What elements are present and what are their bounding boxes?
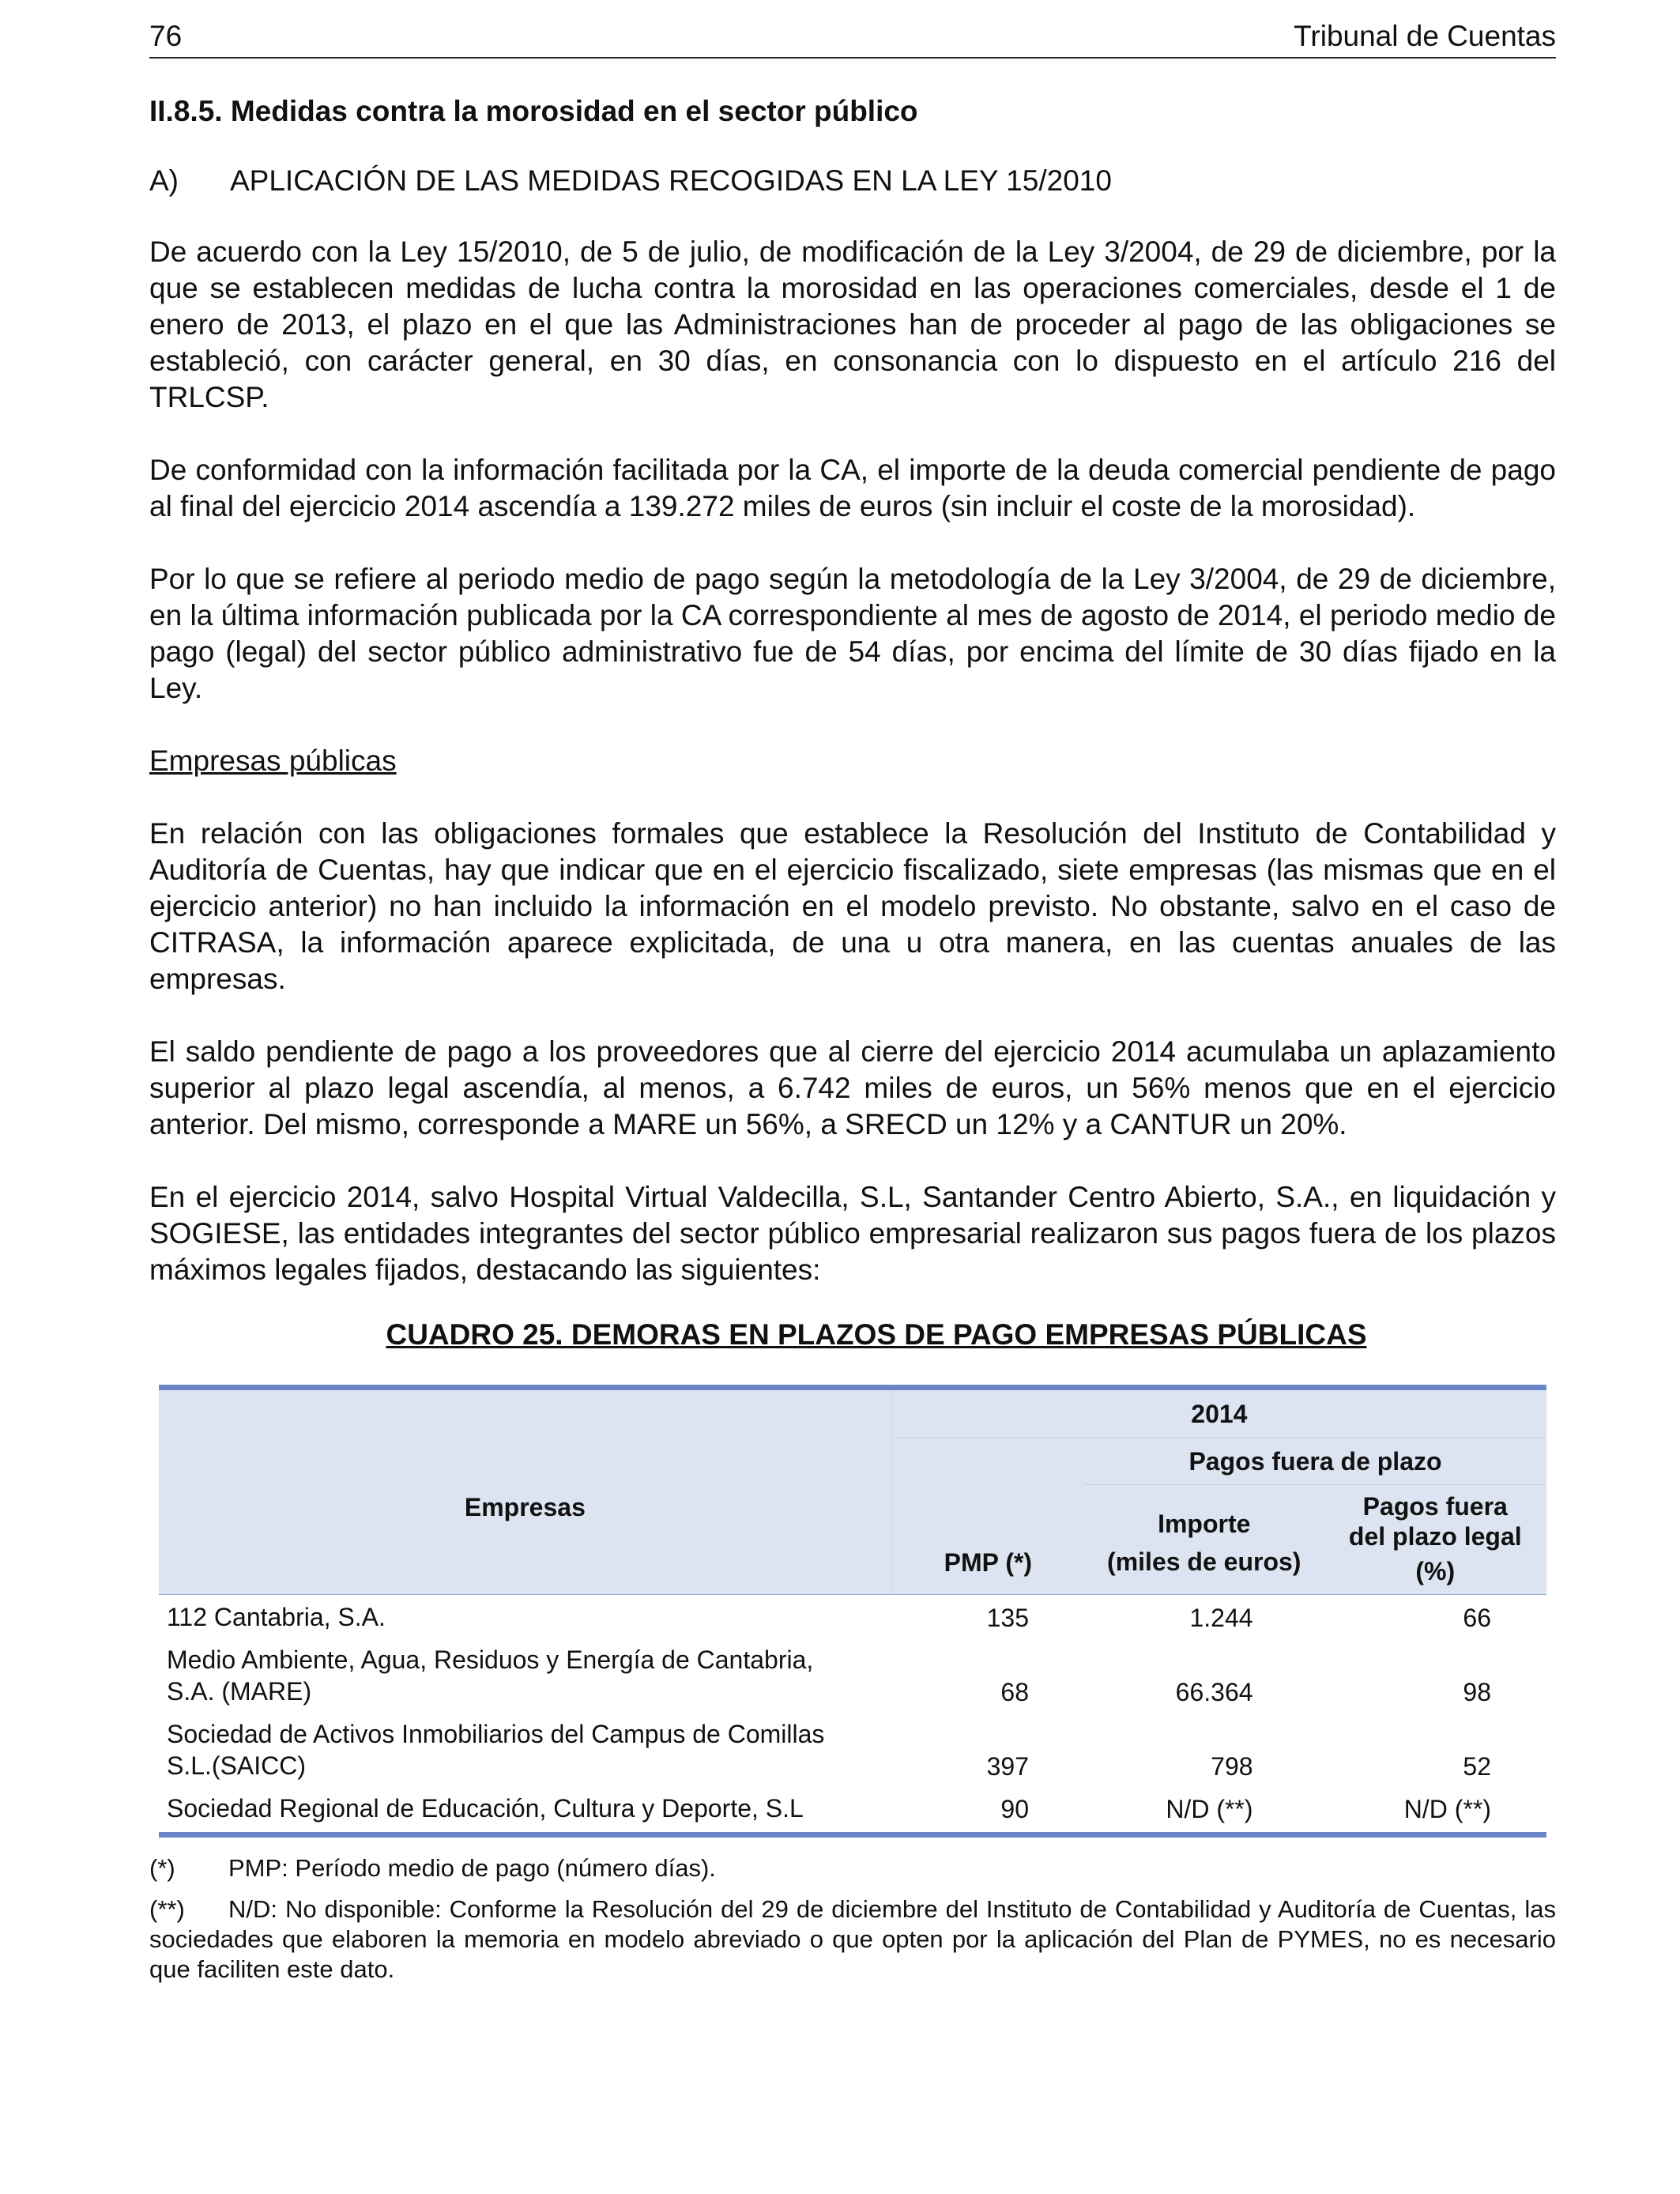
header-empresas: Empresas <box>159 1390 891 1595</box>
table-top-rule <box>159 1385 1546 1390</box>
table-bottom-rule <box>159 1832 1546 1838</box>
header-importe-line-2: (miles de euros) <box>1107 1547 1301 1576</box>
header-pmp: PMP (*) <box>891 1485 1084 1595</box>
row-pmp: 90 <box>1000 1795 1029 1823</box>
row-name-line-1: 112 Cantabria, S.A. <box>167 1603 386 1631</box>
row-pct: N/D (**) <box>1403 1795 1491 1823</box>
row-importe: N/D (**) <box>1166 1795 1253 1823</box>
row-name-line-2: S.A. (MARE) <box>167 1677 312 1706</box>
page-header <box>149 16 1556 58</box>
paragraph-3: Por lo que se refiere al periodo medio de pago según la metodología de la Ley 3/2004, de 29 de diciembre, en la última información publicada por la CA correspondiente al mes de agosto de 2014, el periodo medio de pago (legal) del sector público administrativo fue de 54 días, por encima del límite de 30 días fijado en la Ley. <box>149 563 1556 704</box>
row-name-line-1: Sociedad Regional de Educación, Cultura y Deporte, S.L <box>167 1794 804 1823</box>
paragraph-4: En relación con las obligaciones formales que establece la Resolución del Instituto de Contabilidad y Auditoría de Cuentas, hay que indicar que en el ejercicio fiscalizado, siete empresas (las mismas que en el ejercicio anterior) no han incluido la información en el modelo previsto. No obstante, salvo en el caso de CITRASA, la información aparece explicitada, de una u otra manera, en las cuentas anuales de las empresas. <box>149 817 1556 995</box>
header-fuera-plazo: Pagos fuera de plazo <box>1084 1438 1546 1485</box>
row-pct: 98 <box>1463 1678 1491 1706</box>
payment-delays-table <box>159 1385 1546 1838</box>
note-2-mark: (**) <box>149 1895 185 1923</box>
row-name-line-1: Sociedad de Activos Inmobiliarios del Campus de Comillas <box>167 1720 825 1748</box>
note-2-text: N/D: No disponible: Conforme la Resolución del 29 de diciembre del Instituto de Contabilidad y Auditoría de Cuentas, las sociedades que elaboren la memoria en modelo abreviado o que opten por la aplicación del Plan de PYMES, no es necesario que faciliten este dato. <box>149 1895 1556 1983</box>
row-name-line-1: Medio Ambiente, Agua, Residuos y Energía de Cantabria, <box>167 1646 814 1674</box>
paragraph-5: El saldo pendiente de pago a los proveedores que al cierre del ejercicio 2014 acumulaba un aplazamiento superior al plazo legal ascendía, al menos, a 6.742 miles de euros, un 56% menos que en el ejercicio anterior. Del mismo, corresponde a MARE un 56%, a SRECD un 12% y a CANTUR un 20%. <box>149 1035 1556 1140</box>
table-body <box>159 1595 1546 1838</box>
row-pct: 52 <box>1463 1752 1491 1781</box>
table-row <box>159 1636 1546 1710</box>
row-company-name <box>159 1785 891 1832</box>
row-importe: 1.244 <box>1189 1604 1253 1632</box>
subsection-title: APLICACIÓN DE LAS MEDIDAS RECOGIDAS EN LA LEY 15/2010 <box>230 164 1112 197</box>
header-importe <box>1084 1485 1324 1595</box>
paragraph-1: De acuerdo con la Ley 15/2010, de 5 de julio, de modificación de la Ley 3/2004, de 29 de diciembre, por la que se establecen medidas de lucha contra la morosidad en las operaciones comerciales, desde el 1 de enero de 2013, el plazo en el que las Administraciones han de proceder al pago de las obligaciones se estableció, con carácter general, en 30 días, en consonancia con lo dispuesto en el artículo 216 del TRLCSP. <box>149 236 1556 413</box>
row-company-name <box>159 1595 891 1636</box>
row-pmp: 397 <box>986 1752 1029 1781</box>
row-importe: 798 <box>1211 1752 1253 1781</box>
row-importe: 66.364 <box>1175 1678 1253 1706</box>
header-importe-line-1: Importe <box>1158 1509 1251 1538</box>
note-1 <box>149 1853 1556 1883</box>
note-1-text: PMP: Período medio de pago (número días). <box>228 1854 716 1882</box>
note-2 <box>149 1894 1556 1985</box>
row-pmp: 135 <box>986 1604 1029 1632</box>
section-title: II.8.5. Medidas contra la morosidad en el sector público <box>149 95 918 127</box>
header-pagos-line-2: del plazo legal <box>1348 1522 1522 1551</box>
header-pmp-spacer <box>891 1438 1084 1485</box>
subsection-letter: A) <box>149 164 179 197</box>
table-title: CUADRO 25. DEMORAS EN PLAZOS DE PAGO EMPRESAS PÚBLICAS <box>386 1318 1367 1351</box>
table-notes <box>149 1853 1556 1985</box>
row-pct: 66 <box>1463 1604 1491 1632</box>
table-row <box>159 1710 1546 1785</box>
paragraph-2: De conformidad con la información facilitada por la CA, el importe de la deuda comercial pendiente de pago al final del ejercicio 2014 ascendía a 139.272 miles de euros (sin incluir el coste de la morosidad). <box>149 454 1556 522</box>
subsection-heading <box>149 164 1556 198</box>
table-row <box>159 1595 1546 1636</box>
header-pagos-line-3: (%) <box>1415 1557 1456 1585</box>
header-pagos-line-1: Pagos fuera <box>1362 1492 1508 1521</box>
empresas-heading: Empresas públicas <box>149 745 397 777</box>
header-year: 2014 <box>891 1390 1546 1438</box>
row-company-name <box>159 1636 891 1710</box>
paragraph-6: En el ejercicio 2014, salvo Hospital Virtual Valdecilla, S.L, Santander Centro Abierto, S.A., en liquidación y SOGIESE, las entidades integrantes del sector público empresarial realizaron sus pagos fuera de los plazos máximos legales fijados, destacando las siguientes: <box>149 1181 1556 1286</box>
header-pagos-fuera <box>1324 1485 1546 1595</box>
table-row <box>159 1785 1546 1832</box>
row-company-name <box>159 1710 891 1785</box>
row-pmp: 68 <box>1000 1678 1029 1706</box>
row-name-line-2: S.L.(SAICC) <box>167 1751 307 1780</box>
publisher-name: Tribunal de Cuentas <box>1294 20 1556 53</box>
note-1-mark: (*) <box>149 1854 175 1882</box>
page-number: 76 <box>149 20 183 53</box>
document-page <box>149 16 1556 1996</box>
